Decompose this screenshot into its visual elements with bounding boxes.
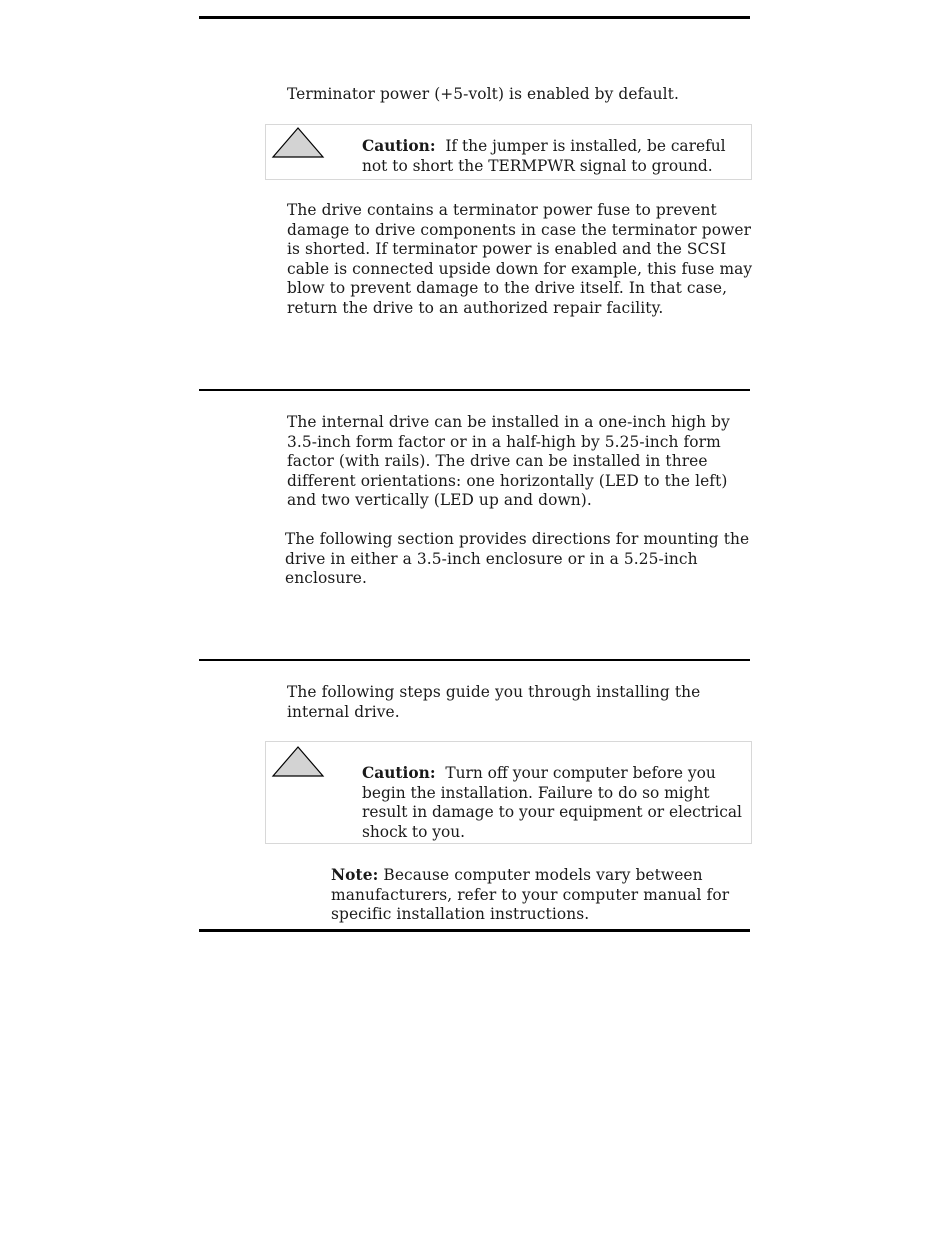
note-paragraph: Note: Because computer models vary between manufacturers, refer to your computer manual for specific installation instructions. [331, 866, 730, 924]
bottom-rule [199, 929, 750, 932]
caution-label: Caution: [362, 764, 436, 782]
caution-triangle-icon [271, 746, 325, 778]
section-rule-mounting [199, 389, 750, 391]
top-rule [199, 16, 750, 19]
caution-box-power-off [265, 741, 752, 844]
caution-label: Caution: [362, 137, 436, 155]
section-rule-installing [199, 659, 750, 661]
installing-intro: The following steps guide you through installing the internal drive. [287, 683, 701, 721]
caution-triangle-icon [271, 127, 325, 159]
mounting-paragraph: The internal drive can be installed in a one-inch high by 3.5-inch form factor or in a half-high by 5.25-inch form factor (with rails). The drive can be installed in three different orientations: one horizontally (LED to the left) and two vertically (LED up and down). [287, 413, 730, 510]
caution-box-termpwr [265, 124, 752, 180]
caution-text: Caution: If the jumper is installed, be careful not to short the TERMPWR signal to ground. [362, 137, 726, 175]
following-section-paragraph: The following section provides directions for mounting the drive in either a 3.5-inch enclosure or in a 5.25-inch enclosure. [285, 530, 750, 588]
fuse-paragraph: The drive contains a terminator power fuse to prevent damage to drive components in case the terminator power is shorted. If terminator power is enabled and the SCSI cable is connected upside down for example, this fuse may blow to prevent damage to the drive itself. In that case, return the drive to an authorized repair facility. [287, 201, 753, 317]
terminator-power-intro: Terminator power (+5-volt) is enabled by default. [287, 85, 679, 103]
note-label: Note: [331, 866, 379, 884]
caution-text: Caution: Turn off your computer before you begin the installation. Failure to do so might result in damage to your equipment or electrical shock to you. [362, 764, 742, 841]
